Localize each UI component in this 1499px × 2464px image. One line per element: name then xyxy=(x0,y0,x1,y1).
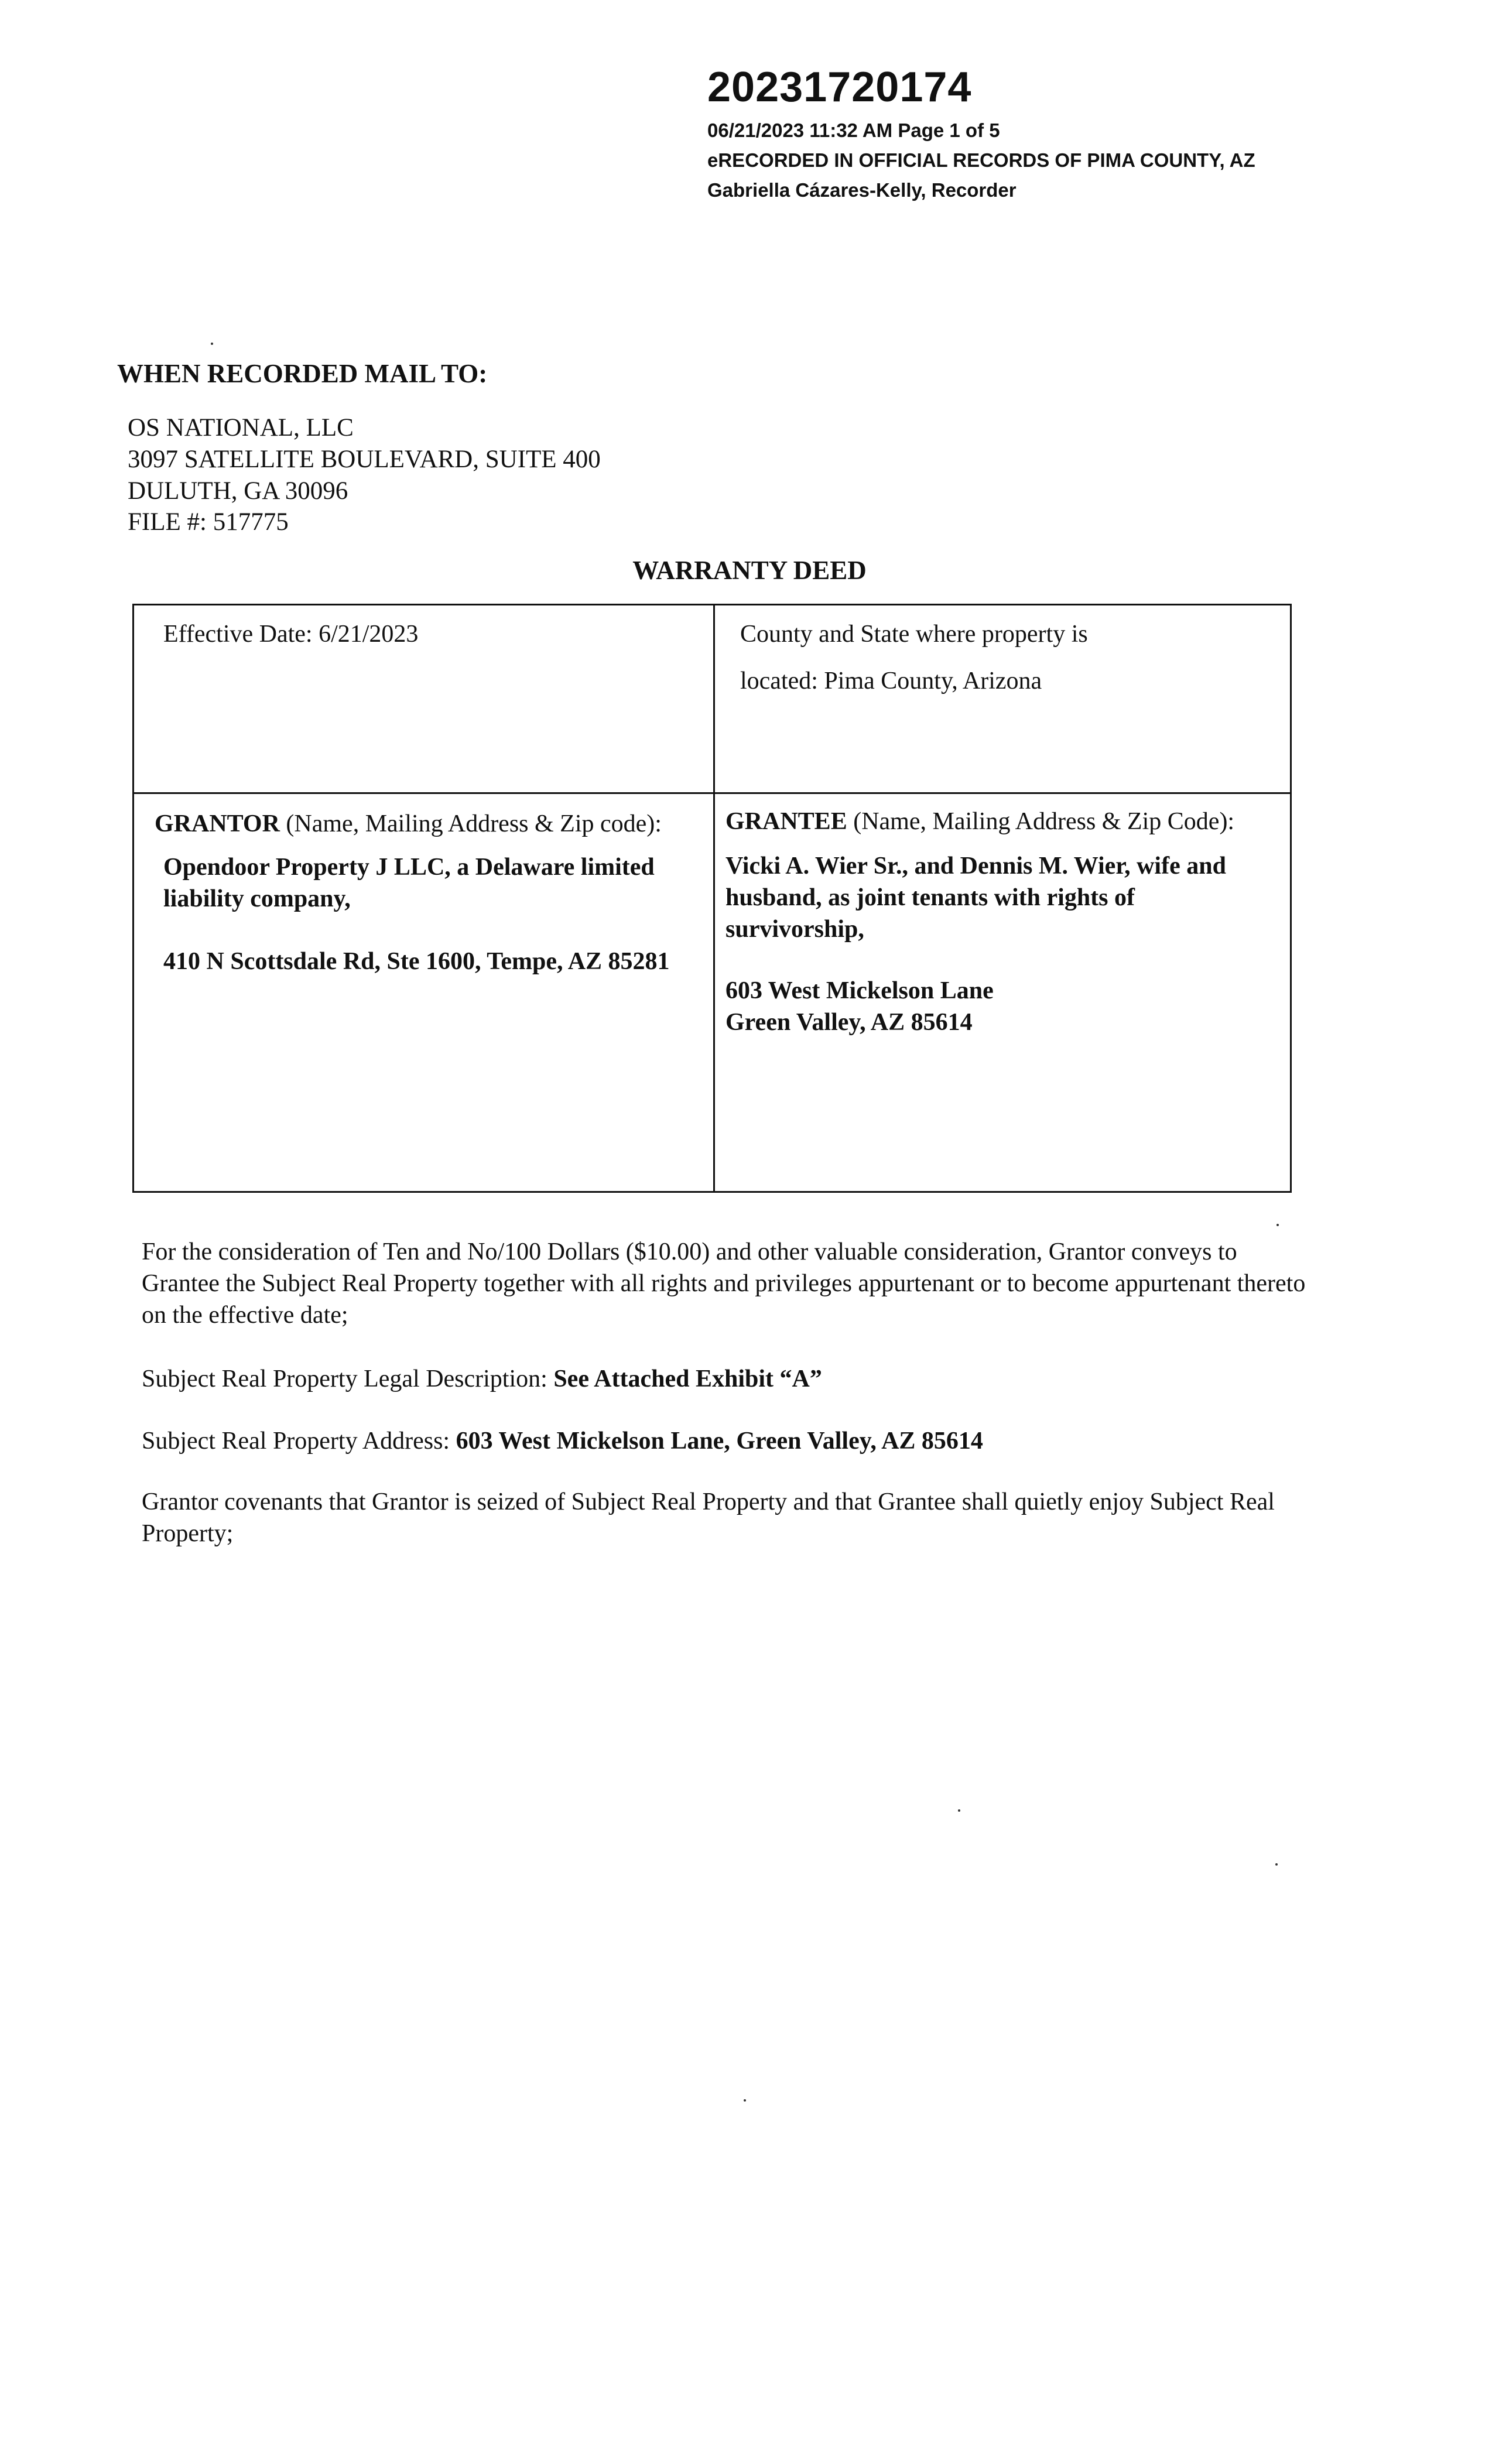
grantee-label-suffix: (Name, Mailing Address & Zip Code): xyxy=(847,808,1235,835)
table-row-divider xyxy=(134,792,1290,794)
grantor-name: Opendoor Property J LLC, a Delaware limited liability company, xyxy=(163,854,655,912)
county-state-label: County and State where property is xyxy=(740,621,1088,648)
mail-to-line: FILE #: 517775 xyxy=(128,508,289,536)
scan-speck xyxy=(1275,1863,1278,1866)
grantee-name: Vicki A. Wier Sr., and Dennis M. Wier, wife and husband, as joint tenants with rights of survivorship, xyxy=(725,853,1226,943)
legal-description-label: Subject Real Property Legal Description: xyxy=(142,1366,554,1392)
deed-parties-table xyxy=(132,604,1292,1193)
mail-to-heading: WHEN RECORDED MAIL TO: xyxy=(117,359,488,388)
mail-to-line: 3097 SATELLITE BOULEVARD, SUITE 400 xyxy=(128,446,601,473)
covenant-paragraph: Grantor covenants that Grantor is seized of Subject Real Property and that Grantee shall quietly enjoy Subject Real Property; xyxy=(142,1488,1275,1547)
table-column-divider xyxy=(713,605,715,1191)
property-address-value: 603 West Mickelson Lane, Green Valley, AZ 85614 xyxy=(456,1428,983,1455)
mail-to-line: OS NATIONAL, LLC xyxy=(128,414,354,442)
recorder-name: Gabriella Cázares-Kelly, Recorder xyxy=(707,179,1017,201)
grantee-label: GRANTEE xyxy=(725,808,847,835)
grantee-heading xyxy=(725,806,1234,837)
recording-number: 20231720174 xyxy=(707,64,972,111)
legal-description-value: See Attached Exhibit “A” xyxy=(553,1366,822,1392)
scan-speck xyxy=(744,2099,746,2102)
document-title: WARRANTY DEED xyxy=(632,556,867,585)
recording-datetime-page: 06/21/2023 11:32 AM Page 1 of 5 xyxy=(707,119,1000,141)
consideration-paragraph: For the consideration of Ten and No/100 Dollars ($10.00) and other valuable consideration, Grantor conveys to Grantee the Subject Real Property together with all rights and privileges appurtenant or to become appurtenant thereto on the effective date; xyxy=(142,1238,1306,1329)
property-address-label: Subject Real Property Address: xyxy=(142,1428,456,1455)
recording-office: eRECORDED IN OFFICIAL RECORDS OF PIMA COUNTY, AZ xyxy=(707,149,1255,171)
scan-speck xyxy=(1276,1224,1279,1226)
grantor-address: 410 N Scottsdale Rd, Ste 1600, Tempe, AZ 85281 xyxy=(163,948,670,975)
grantor-label-suffix: (Name, Mailing Address & Zip code): xyxy=(279,810,662,837)
effective-date: Effective Date: 6/21/2023 xyxy=(163,621,419,648)
mail-to-line: DULUTH, GA 30096 xyxy=(128,477,348,505)
grantee-address-line: 603 West Mickelson Lane xyxy=(725,977,994,1004)
grantor-heading xyxy=(155,808,662,840)
property-address-paragraph xyxy=(142,1425,1313,1457)
legal-description-paragraph xyxy=(142,1363,1313,1395)
scan-speck xyxy=(958,1809,960,1812)
scan-speck xyxy=(211,343,213,345)
grantee-address-line: Green Valley, AZ 85614 xyxy=(725,1009,973,1036)
grantor-label: GRANTOR xyxy=(155,810,280,837)
county-state-value: located: Pima County, Arizona xyxy=(740,668,1042,694)
